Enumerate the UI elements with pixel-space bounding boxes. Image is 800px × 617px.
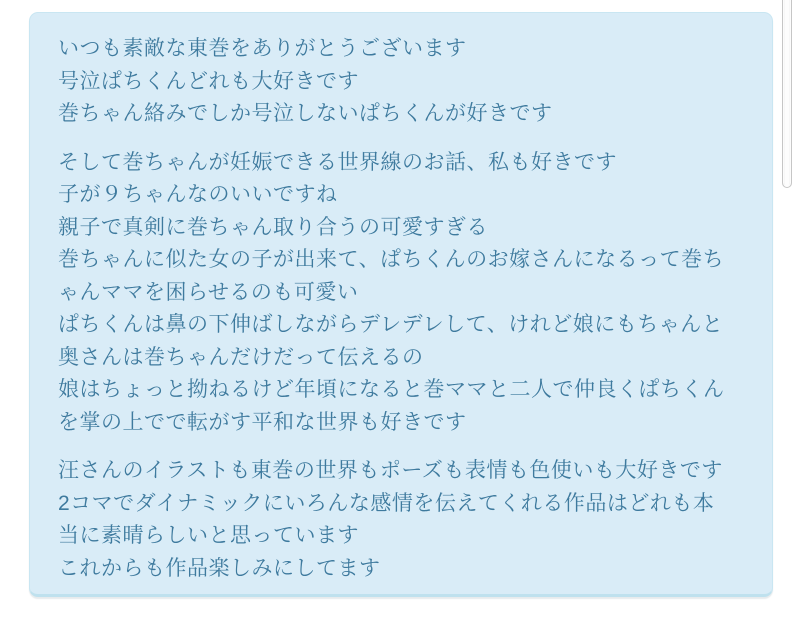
comment-line: ゃんママを困らせるのも可愛い <box>58 280 359 304</box>
comment-line: これからも作品楽しみにしてます <box>58 556 381 580</box>
comment-line: 2コマでダイナミックにいろんな感情を伝えてくれる作品はどれも本 <box>58 491 715 515</box>
comment-paragraph <box>58 33 745 131</box>
comment-line: そして巻ちゃんが妊娠できる世界線のお話、私も好きです <box>58 150 617 174</box>
comment-text <box>30 13 772 585</box>
comment-line: 巻ちゃんに似た女の子が出来て、ぱちくんのお嫁さんになるって巻ち <box>58 248 725 271</box>
comment-line: いつも素敵な東巻をありがとうございます <box>58 37 467 60</box>
comment-line: 当に素晴らしいと思っています <box>58 524 359 547</box>
comment-line: 汪さんのイラストも東巻の世界もポーズも表情も色使いも大好きです <box>58 459 723 482</box>
comment-box <box>29 12 773 597</box>
comment-line: 奥さんは巻ちゃんだけだって伝えるの <box>58 345 424 369</box>
comment-line: 親子で真剣に巻ちゃん取り合うの可愛すぎる <box>58 215 488 239</box>
comment-paragraph <box>58 455 745 585</box>
scrollbar-thumb[interactable] <box>782 0 792 188</box>
comment-paragraph <box>58 147 745 440</box>
comment-line: ぱちくんは鼻の下伸ばしながらデレデレして、けれど娘にもちゃんと <box>58 313 724 336</box>
comment-line: 娘はちょっと拗ねるけど年頃になると巻ママと二人で仲良くぱちくん <box>58 378 725 401</box>
comment-line: 巻ちゃん絡みでしか号泣しないぱちくんが好きです <box>58 102 553 125</box>
comment-line: 号泣ぱちくんどれも大好きです <box>58 69 359 93</box>
comment-line: を掌の上でで転がす平和な世界も好きです <box>58 410 467 434</box>
comment-line: 子が９ちゃんなのいいですね <box>58 183 338 206</box>
